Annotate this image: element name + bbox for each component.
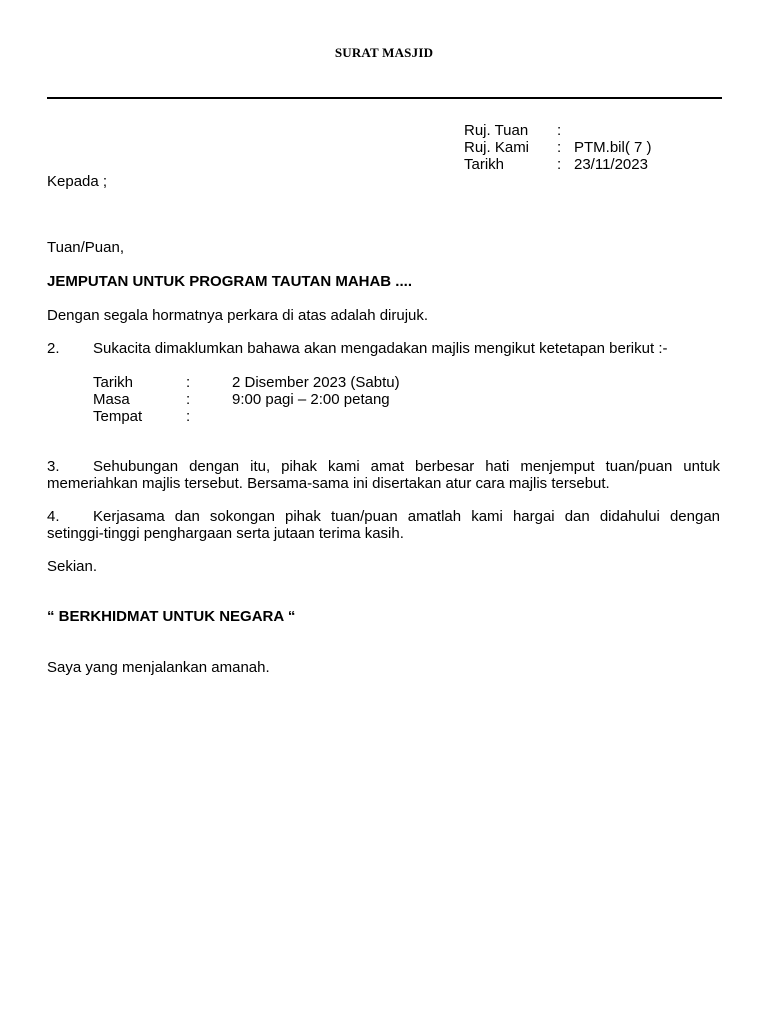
paragraph-text: Kerjasama dan sokongan pihak tuan/puan amatlah kami hargai dan didahului dengan setinggi-tinggi penghargaan serta jutaan terima kasih. <box>47 508 720 542</box>
reference-colon: : <box>557 139 562 156</box>
schedule-colon: : <box>186 374 191 391</box>
schedule-label: Tempat <box>93 408 143 425</box>
reference-value: PTM.bil( 7 ) <box>574 139 652 156</box>
reference-value: 23/11/2023 <box>574 156 648 173</box>
opening-paragraph: Dengan segala hormatnya perkara di atas adalah dirujuk. <box>47 307 429 324</box>
paragraph-number: 2. <box>47 340 60 357</box>
recipient-label: Kepada ; <box>47 173 108 190</box>
motto: “ BERKHIDMAT UNTUK NEGARA “ <box>47 608 296 625</box>
schedule-label: Tarikh <box>93 374 134 391</box>
event-schedule <box>93 374 400 425</box>
letter-header-title: SURAT MASJID <box>334 45 434 60</box>
salutation: Tuan/Puan, <box>47 239 124 256</box>
schedule-row-masa <box>93 391 400 408</box>
paragraph-text: Sehubungan dengan itu, pihak kami amat berbesar hati menjemput tuan/puan untuk memeriahkan majlis tersebut. Bersama-sama ini disertakan atur cara majlis tersebut. <box>47 458 720 492</box>
closing-text: Sekian. <box>47 558 98 575</box>
header-divider <box>47 97 722 99</box>
paragraph-number: 3. <box>47 458 60 475</box>
reference-row-ruj-kami <box>464 139 652 156</box>
paragraph-number: 4. <box>47 508 60 525</box>
reference-row-ruj-tuan <box>464 122 652 139</box>
reference-label: Ruj. Tuan <box>464 122 529 139</box>
schedule-colon: : <box>186 408 191 425</box>
schedule-row-tempat <box>93 408 400 425</box>
paragraph-2 <box>47 340 720 357</box>
schedule-row-tarikh <box>93 374 400 391</box>
reference-row-tarikh <box>464 156 652 173</box>
reference-block <box>464 122 652 173</box>
schedule-colon: : <box>186 391 191 408</box>
subject-heading: JEMPUTAN UNTUK PROGRAM TAUTAN MAHAB .... <box>47 273 412 290</box>
reference-label: Tarikh <box>464 156 505 173</box>
signoff-text: Saya yang menjalankan amanah. <box>47 659 270 676</box>
paragraph-3 <box>47 458 720 492</box>
schedule-label: Masa <box>93 391 130 408</box>
schedule-value: 2 Disember 2023 (Sabtu) <box>232 374 400 391</box>
reference-colon: : <box>557 122 562 139</box>
paragraph-text: Sukacita dimaklumkan bahawa akan mengadakan majlis mengikut ketetapan berikut :- <box>93 340 668 357</box>
reference-label: Ruj. Kami <box>464 139 530 156</box>
schedule-value: 9:00 pagi – 2:00 petang <box>232 391 390 408</box>
reference-colon: : <box>557 156 562 173</box>
paragraph-4 <box>47 508 720 542</box>
